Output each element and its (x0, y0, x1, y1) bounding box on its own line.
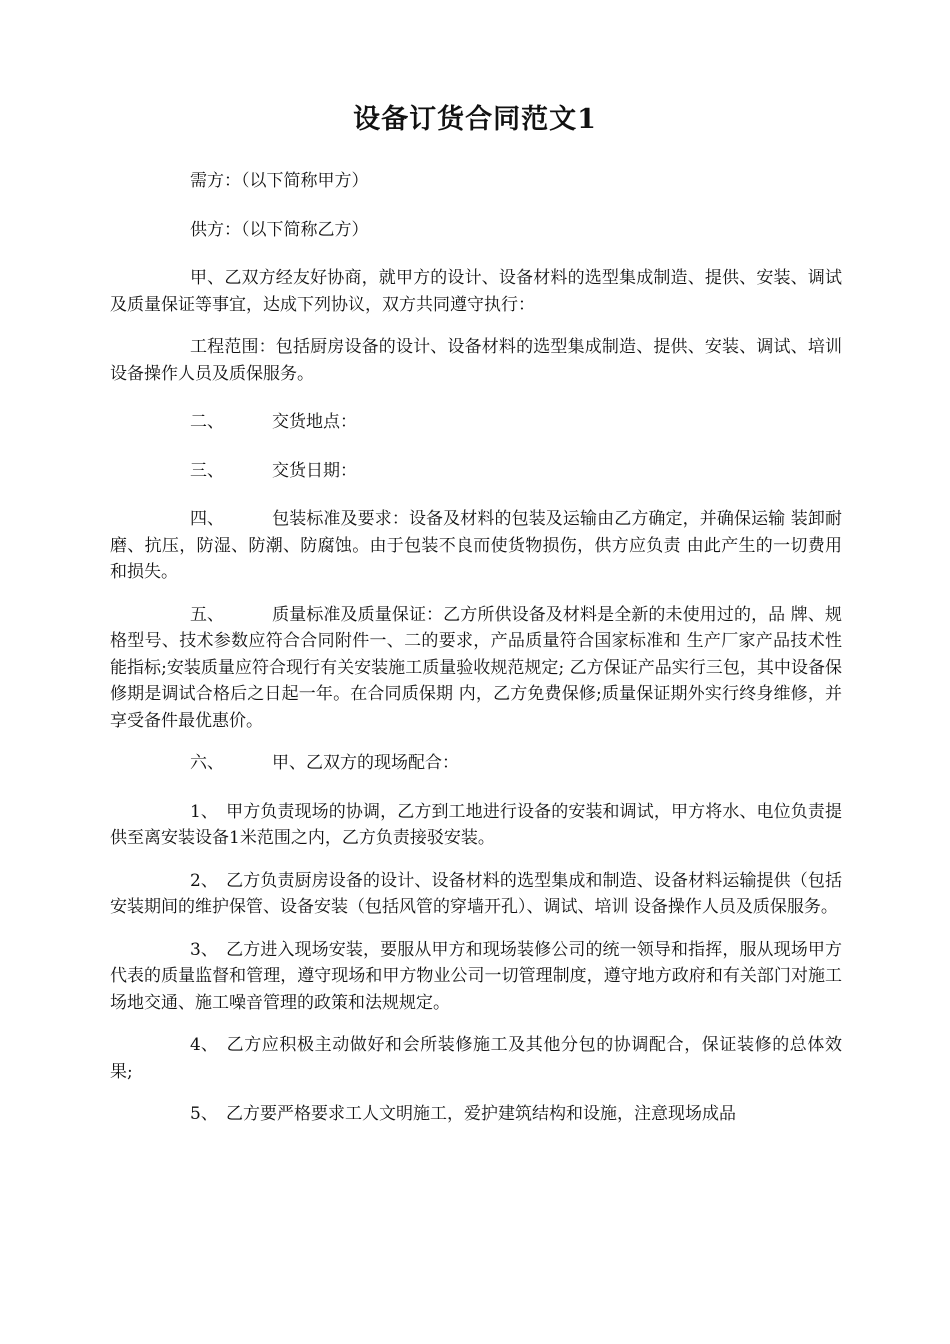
clause-text: 交货地点： (272, 412, 357, 432)
list-item-1 (110, 799, 842, 852)
item-text: 乙方负责厨房设备的设计、设备材料的选型集成和制造、设备材料运输提供（包括安装期间的维护保管、设备安装（包括风管的穿墙开孔）、调试、培训 设备操作人员及质保服务。 (110, 870, 842, 917)
clause-delivery-date (110, 458, 842, 485)
paragraph-text: 工程范围：包括厨房设备的设计、设备材料的选型集成制造、提供、安装、调试、培训设备操作人员及质保服务。 (110, 337, 842, 384)
list-item-4 (110, 1032, 842, 1085)
clause-site-cooperation (110, 750, 842, 777)
clause-packaging (110, 506, 842, 586)
document-body (110, 168, 842, 1144)
list-item-2 (110, 868, 842, 921)
paragraph-scope (110, 334, 842, 387)
item-number: 3、 (190, 939, 218, 960)
paragraph-preamble (110, 265, 842, 318)
clause-number: 五、 (190, 604, 224, 625)
clause-delivery-location (110, 409, 842, 436)
clause-quality (110, 602, 842, 735)
clause-text: 交货日期： (272, 460, 357, 481)
item-text: 乙方进入现场安装，要服从甲方和现场装修公司的统一领导和指挥，服从现场甲方代表的质量监督和管理，遵守现场和甲方物业公司一切管理制度，遵守地方政府和有关部门对施工场地交通、施工噪音管理的政策和法规规定。 (110, 939, 842, 1013)
paragraph-supply-party (110, 217, 842, 244)
clause-number: 二、 (190, 412, 224, 432)
item-number: 2、 (190, 870, 218, 891)
clause-text: 质量标准及质量保证：乙方所供设备及材料是全新的未使用过的，品 牌、规格型号、技术参数应符合合同附件一、二的要求，产品质量符合国家标准和 生产厂家产品技术性能指标;安装质量应符合现行有关安装施工质量验收规范规定; 乙方保证产品实行三包，其中设备保修期是调试合格后之日起一年。在合同质保期 内，乙方免费保修;质量保证期外实行终身维修，并享受备件最优惠价。 (110, 604, 842, 731)
paragraph-text: 供方：（以下简称乙方） (190, 219, 369, 240)
clause-number: 三、 (190, 460, 224, 481)
paragraph-text: 甲、乙双方经友好协商，就甲方的设计、设备材料的选型集成制造、提供、安装、调试及质量保证等事宜，达成下列协议，双方共同遵守执行： (110, 268, 842, 315)
clause-number: 六、 (190, 753, 224, 773)
clause-number: 四、 (190, 509, 224, 529)
item-number: 5、 (190, 1104, 218, 1124)
clause-text: 包装标准及要求：设备及材料的包装及运输由乙方确定，并确保运输 装卸耐磨、抗压，防湿、防潮、防腐蚀。由于包装不良而使货物损伤，供方应负责 由此产生的一切费用和损失。 (110, 509, 842, 582)
paragraph-demand-party (110, 168, 842, 195)
item-text: 甲方负责现场的协调，乙方到工地进行设备的安装和调试，甲方将水、电位负责提供至离安装设备1米范围之内，乙方负责接驳安装。 (110, 801, 842, 848)
item-text: 乙方要严格要求工人文明施工，爱护建筑结构和设施，注意现场成品 (226, 1104, 736, 1124)
clause-text: 甲、乙双方的现场配合： (272, 753, 459, 773)
document-title: 设备订货合同范文1 (353, 104, 597, 135)
list-item-5 (110, 1101, 842, 1128)
paragraph-text: 需方：（以下简称甲方） (190, 171, 369, 191)
item-text: 乙方应积极主动做好和会所装修施工及其他分包的协调配合，保证装修的总体效果; (110, 1035, 842, 1082)
item-number: 4、 (190, 1035, 218, 1055)
item-number: 1、 (190, 801, 218, 822)
list-item-3 (110, 937, 842, 1017)
